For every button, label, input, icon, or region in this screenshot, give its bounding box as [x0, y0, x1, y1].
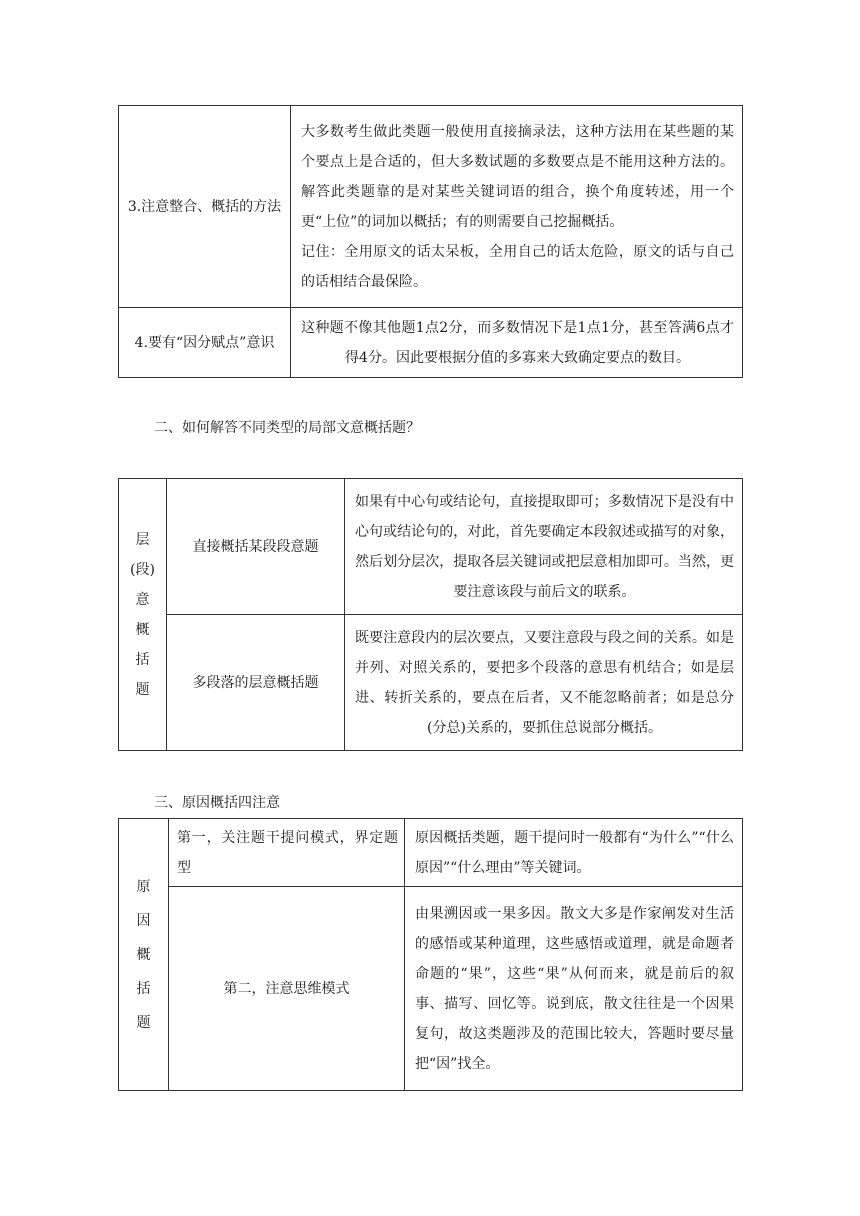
- category-char: 意: [135, 591, 150, 608]
- category-char: 原: [136, 878, 151, 895]
- question-type: 多段落的层意概括题: [167, 615, 345, 751]
- note-title: 第一，关注题干提问模式，界定题型: [169, 819, 405, 887]
- description-paragraph: 记住：全用原文的话太呆板，全用自己的话太危险，原文的话与自己的话相结合最保险。: [301, 243, 734, 290]
- note-text: 原因概括类题，题干提问时一般都有“为什么”“什么原因”“什么理由”等关键词。: [415, 829, 734, 876]
- section-heading: 二、如何解答不同类型的局部文意概括题？: [154, 420, 420, 436]
- category-char: 因: [136, 912, 151, 929]
- category-char: 题: [136, 1014, 151, 1031]
- table-row: [119, 615, 743, 751]
- table-row: [119, 106, 743, 308]
- table-row: [119, 308, 743, 378]
- answer-method: [345, 479, 743, 615]
- note-description: [405, 887, 743, 1091]
- method-description: [291, 106, 743, 308]
- category-label: [119, 479, 167, 751]
- method-label: 4.要有“因分赋点”意识: [119, 308, 291, 378]
- description-paragraph: 大多数考生做此类题一般使用直接摘录法，这种方法用在某些题的某个要点上是合适的，但大多数试题的多数要点是不能用这种方法的。解答此类题靠的是对某些关键词语的组合，换个角度转述，用一个更“上位”的词加以概括；有的则需要自己挖掘概括。: [301, 123, 734, 230]
- table-row: [119, 887, 743, 1091]
- cause-summary-table: [118, 818, 743, 1091]
- method-description: [291, 308, 743, 378]
- table-row: [119, 819, 743, 887]
- answer-method: [345, 615, 743, 751]
- paragraph-summary-table: [118, 478, 743, 751]
- note-text: 由果溯因或一果多因。散文大多是作家阐发对生活的感悟或某种道理，这些感悟或道理，就是命题者命题的“果”，这些“果”从何而来，就是前后的叙事、描写、回忆等。说到底，散文往往是一个因果复句，故这类题涉及的范围比较大，答题时要尽量把“因”找全。: [415, 905, 734, 1072]
- section-heading: 三、原因概括四注意: [154, 795, 280, 811]
- category-char: 概: [135, 621, 150, 638]
- category-char: 括: [135, 651, 150, 668]
- methods-table: [118, 105, 743, 378]
- table-row: [119, 479, 743, 615]
- category-char: 题: [135, 681, 150, 698]
- category-char: 概: [136, 946, 151, 963]
- question-type: 直接概括某段段意题: [167, 479, 345, 615]
- category-char: 层: [135, 531, 150, 548]
- answer-text: 如果有中心句或结论句，直接提取即可；多数情况下是没有中心句或结论句的，对此，首先要确定本段叙述或描写的对象，然后划分层次，提取各层关键词或把层意相加即可。当然，更要注意该段与前后文的联系。: [355, 493, 734, 600]
- category-char: (段): [130, 561, 155, 578]
- description-paragraph: 这种题不像其他题1点2分，而多数情况下是1点1分，甚至答满6点才得4分。因此要根据分值的多寡来大致确定要点的数目。: [301, 319, 734, 366]
- method-label: 3.注意整合、概括的方法: [119, 106, 291, 308]
- note-title: 第二，注意思维模式: [169, 887, 405, 1091]
- note-description: [405, 819, 743, 887]
- answer-text: 既要注意段内的层次要点，又要注意段与段之间的关系。如是并列、对照关系的，要把多个段落的意思有机结合；如是层进、转折关系的，要点在后者，又不能忽略前者；如是总分(分总)关系的，要抓住总说部分概括。: [355, 629, 734, 736]
- category-char: 括: [136, 980, 151, 997]
- category-label: [119, 819, 169, 1091]
